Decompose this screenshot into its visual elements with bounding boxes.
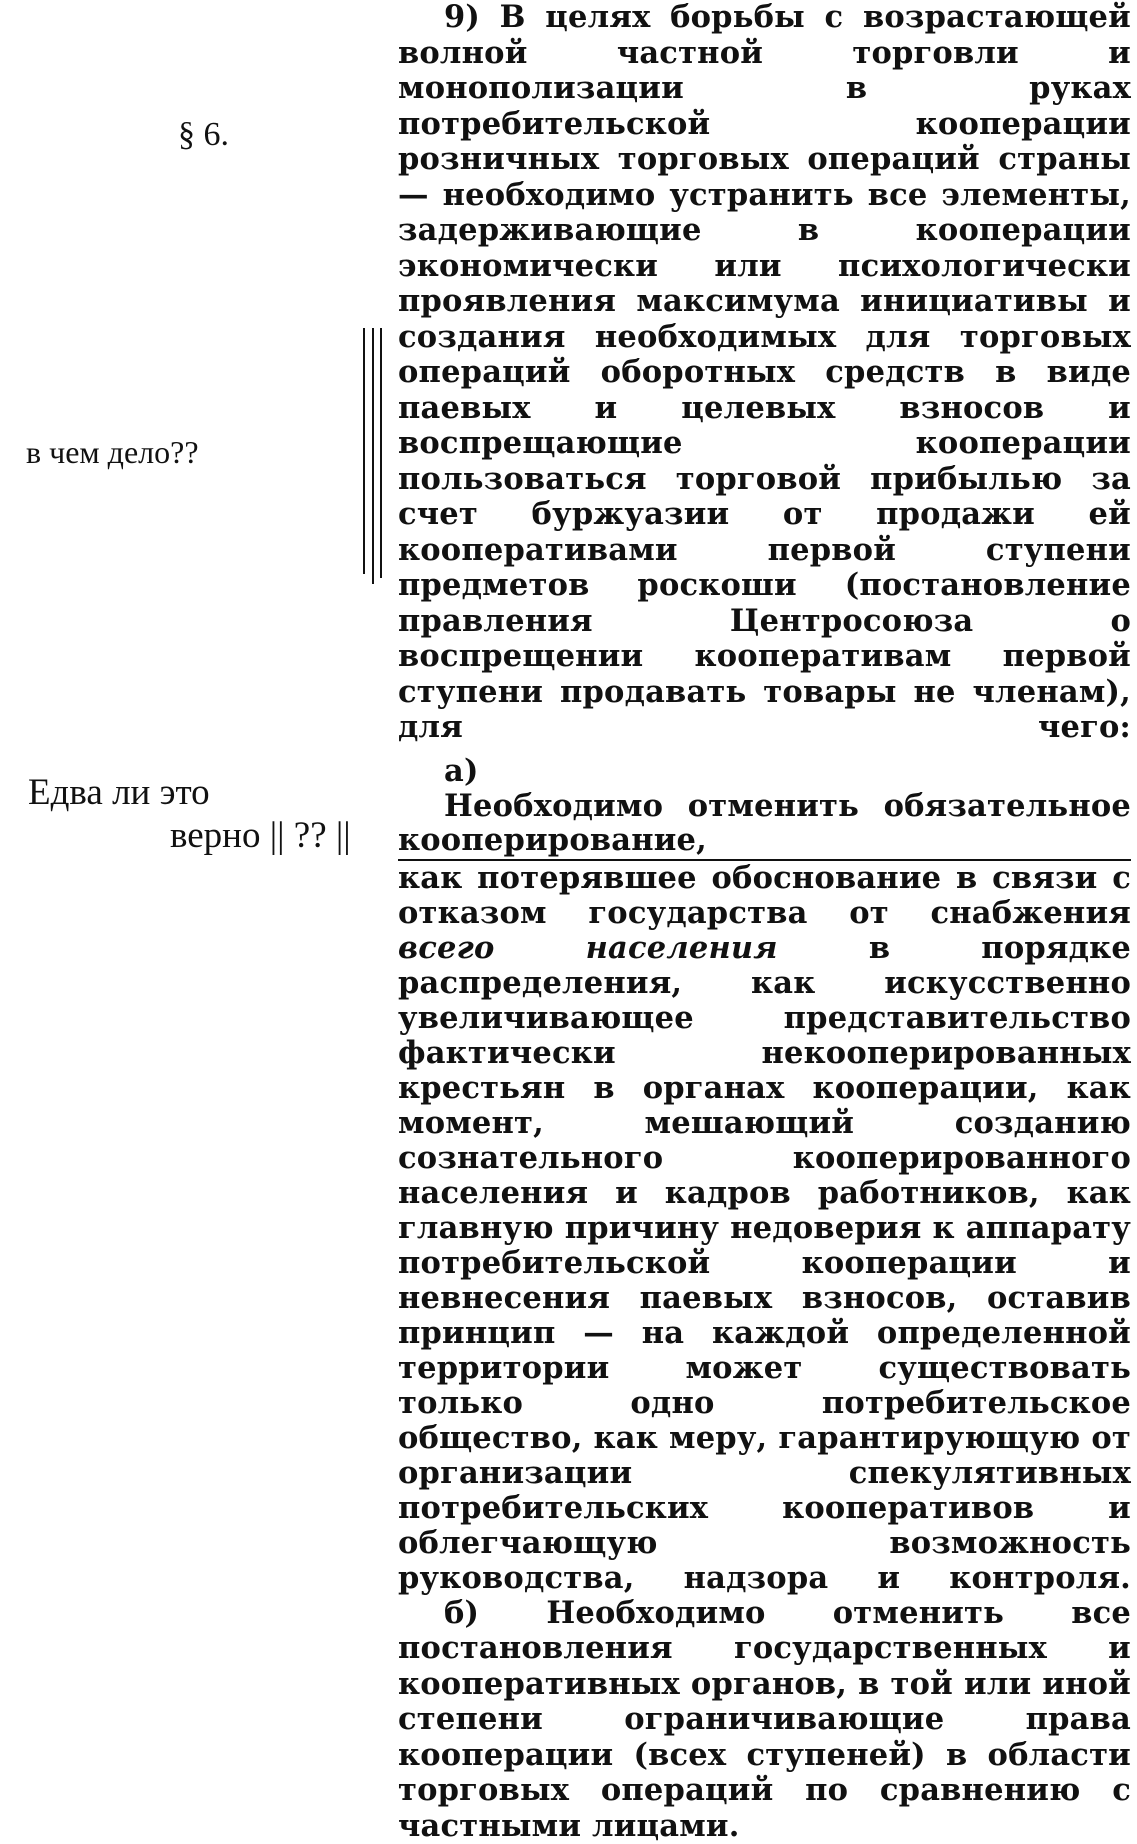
paragraph-a-text1: как потерявшее обоснование в связи с отказом государства от снабжения (398, 860, 1131, 931)
margin-note-doubt-line2: верно || ?? || (170, 817, 351, 854)
margin-note-doubt-line1: Едва ли это (28, 774, 210, 811)
paragraph-9: 9) В целях борьбы с возрастающей волной частной торговли и монополизации в руках потребительской кооперации розничных торговых операций страны — необходимо устранить все элементы, задерживающие в кооперации экономически или психологически проявления максимума инициативы и создания необходимых для торговых операций оборотных средств в виде паевых и целевых взносов и воспрещающие кооперации пользоваться торговой прибылью за счет буржуазии от продажи ей кооперативами первой ступени предметов роскоши (постановление правления Центросоюза о воспрещении кооперативам первой ступени продавать товары не членам), для чего: (398, 0, 1131, 746)
margin-note-question: в чем дело?? (26, 434, 199, 471)
margin-bar-2 (372, 328, 374, 584)
paragraph-a-text2: в порядке распределения, как искусственно увеличивающее представительство фактически некооперированных крестьян в органах кооперации, как момент, мешающий созданию сознательного кооперированного населения и кадров работников, как главную причину недоверия к аппарату потребительской кооперации и невнесения паевых взносов, оставив принцип — на каждой определенной территории может существовать только одно потребительское общество, как меру, гарантирующую от организации спекулятивных потребительских кооперативов и облегчающую возможность руководства, надзора и контроля. (398, 930, 1131, 1596)
paragraph-a-label: а) (444, 753, 479, 789)
margin-bar-1 (363, 328, 365, 574)
paragraph-a-italic: всего населения (398, 930, 778, 966)
paragraph-a-underlined: Необходимо отменить обязательное кооперирование, (398, 789, 1131, 861)
main-text-column (398, 0, 1131, 1844)
paragraph-b: б) Необходимо отменить все постановления государственных и кооперативных органов, в той или иной степени ограничивающие права кооперации (всех ступеней) в области торговых операций по сравнению с частными лицами. (398, 1596, 1131, 1844)
margin-section-mark: § 6. (178, 116, 229, 153)
paragraph-a (398, 754, 1131, 1596)
margin-bar-3 (380, 328, 382, 578)
